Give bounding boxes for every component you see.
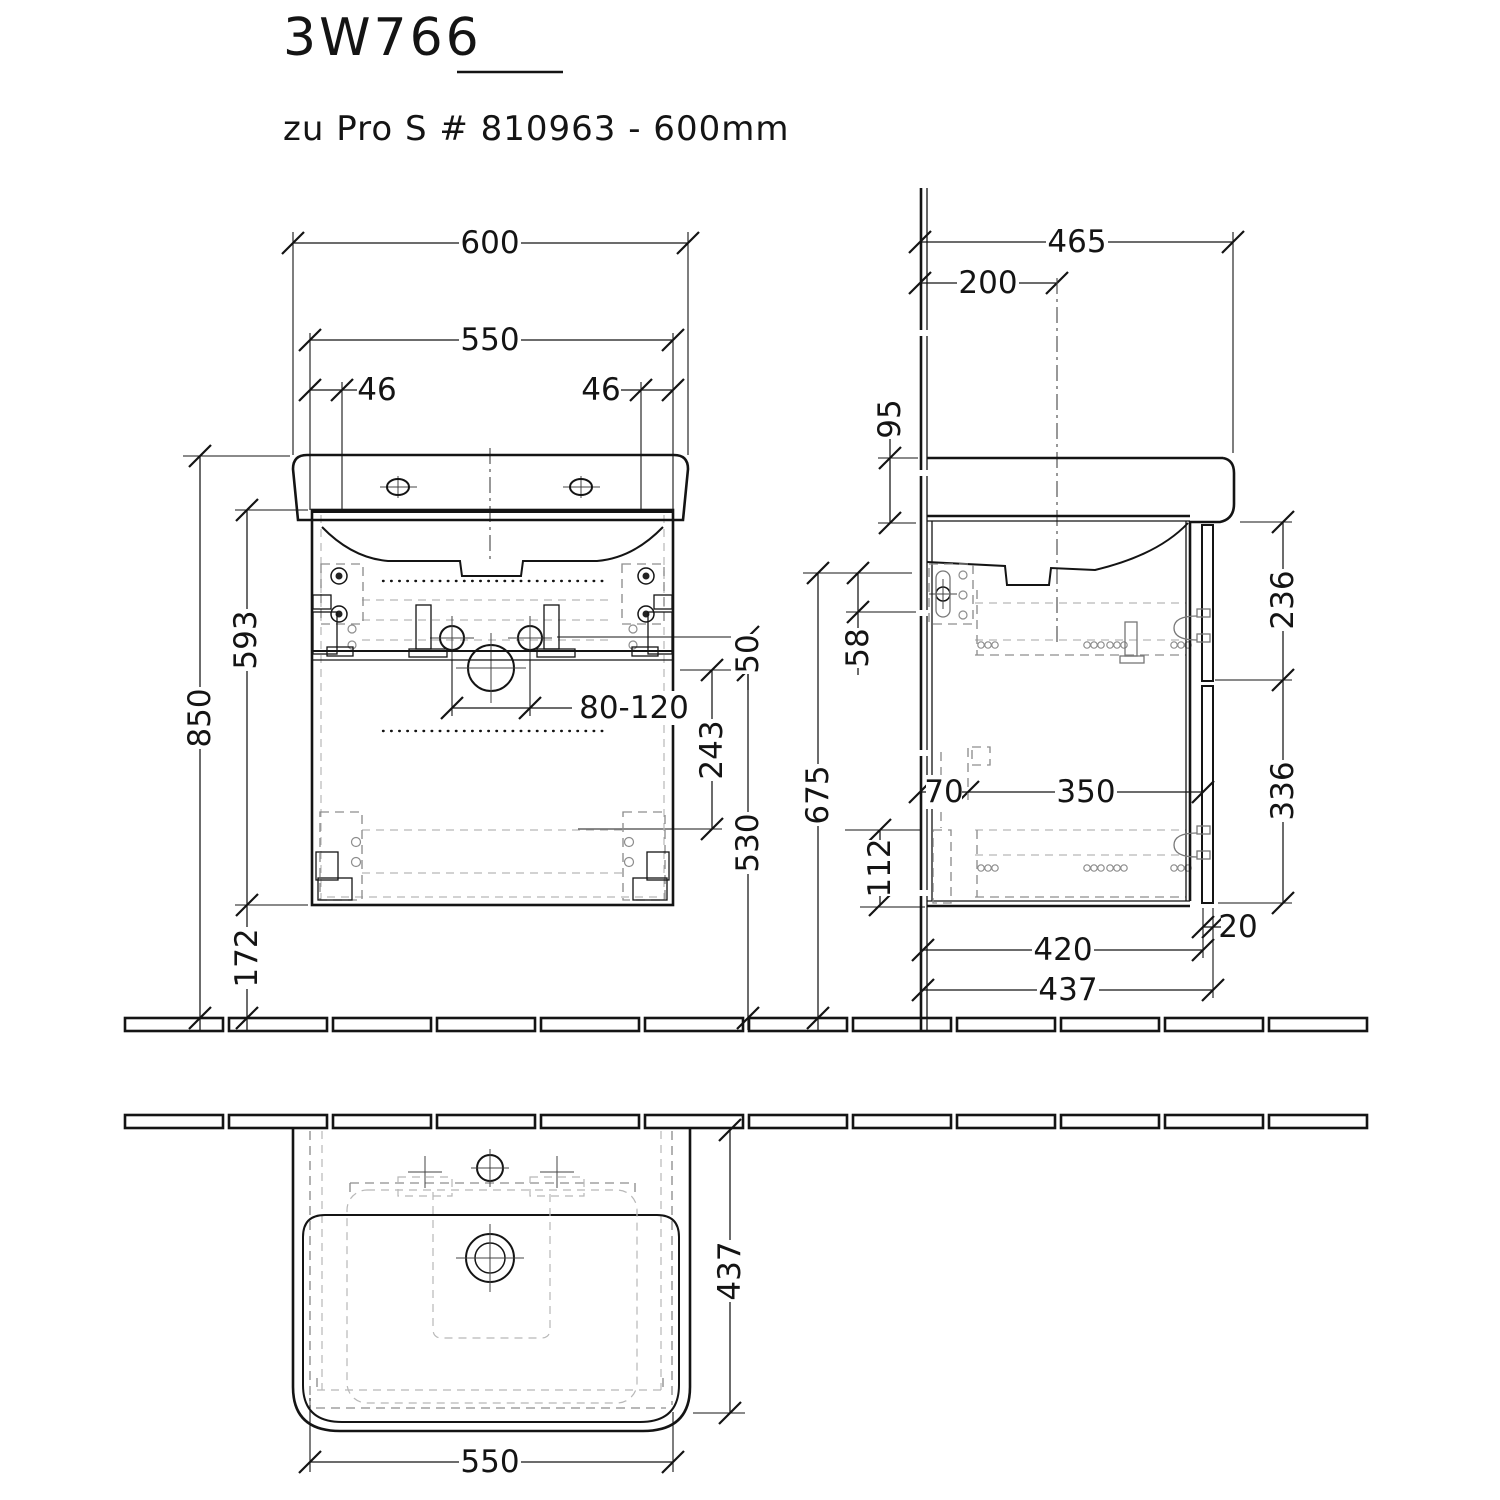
dim-plan-basin-depth (712, 1240, 748, 1302)
hook-clip (1197, 826, 1210, 834)
model-number: 3W766 (283, 8, 482, 68)
hook-clip (1197, 634, 1210, 642)
rail-hole (1121, 642, 1127, 648)
bracket-hole (959, 571, 967, 579)
rail-hole (978, 642, 984, 648)
dim-side-underside-height (800, 764, 836, 826)
dim-side-drawer-depth (1055, 774, 1117, 810)
dim-front-overall-height (182, 687, 218, 749)
svg-text:437: 437 (712, 1241, 748, 1301)
bracket-hole (959, 611, 967, 619)
rail-hole (1091, 865, 1097, 871)
screw-head (336, 573, 343, 580)
svg-text:243: 243 (694, 720, 730, 780)
svg-text:80-120: 80-120 (579, 690, 689, 726)
wall-hatch-segment (1269, 1115, 1367, 1128)
floor-hatch-segment (437, 1018, 535, 1031)
floor-hatch-segment (541, 1018, 639, 1031)
dim-side-bracket-drop (840, 628, 876, 668)
bracket-hole (352, 838, 361, 847)
svg-text:675: 675 (800, 765, 836, 825)
basin-front-nose (1190, 458, 1234, 522)
screw-head (643, 573, 650, 580)
drawer-front-lower (1202, 686, 1213, 903)
svg-text:172: 172 (229, 928, 265, 988)
wall-hatch-segment (1061, 1115, 1159, 1128)
bracket-hole (352, 858, 361, 867)
floor-hatch-segment (333, 1018, 431, 1031)
floor-hatch-segment (1269, 1018, 1367, 1031)
hook-clip (1197, 609, 1210, 617)
rail-hole (985, 865, 991, 871)
rail-post-foot (1120, 656, 1144, 663)
svg-text:58: 58 (840, 628, 876, 668)
slide-bracket-zone-lower-right (623, 812, 665, 900)
rail-hole (1084, 642, 1090, 648)
siphon-clearance (433, 1192, 550, 1338)
rail-hole (992, 642, 998, 648)
rail-hole (1107, 865, 1113, 871)
bracket-part (654, 595, 672, 609)
svg-text:850: 850 (182, 688, 218, 748)
wall-hatch-segment (541, 1115, 639, 1128)
plan-view (293, 1129, 690, 1431)
dim-side-upper-front-height (1265, 569, 1301, 631)
rail-hole (1171, 642, 1177, 648)
wall-hatch-segment (229, 1115, 327, 1128)
dim-front-drain-range (576, 690, 692, 726)
wall-hatch-segment (645, 1115, 743, 1128)
svg-text:95: 95 (872, 399, 908, 439)
bracket-hole (348, 641, 356, 649)
floor-hatch-segment (957, 1018, 1055, 1031)
svg-text:600: 600 (460, 225, 520, 261)
svg-text:437: 437 (1038, 972, 1098, 1008)
svg-text:46: 46 (581, 372, 621, 408)
bracket-hole (629, 641, 637, 649)
dim-plan-basin-width (459, 1444, 521, 1480)
dim-side-rear-gap (924, 774, 963, 810)
dim-side-front-thickness (1218, 909, 1257, 945)
wall-hatch-segment (437, 1115, 535, 1128)
dim-side-drain-from-wall (957, 265, 1019, 301)
dim-side-overall-cabinet-depth (1037, 972, 1099, 1008)
rail-hole (1178, 642, 1184, 648)
svg-text:50: 50 (730, 634, 766, 674)
wall-hatch-segment (1165, 1115, 1263, 1128)
support-post (544, 605, 559, 649)
svg-text:420: 420 (1033, 932, 1093, 968)
dimension-labels (182, 224, 1301, 1480)
dim-front-rim-width (459, 322, 521, 358)
floor-hatch-segment (125, 1018, 223, 1031)
bracket-part (316, 852, 338, 880)
rail-hole (1114, 865, 1120, 871)
bracket-hole (629, 625, 637, 633)
wall-hatch-segment (125, 1115, 223, 1128)
floor-hatch-segment (749, 1018, 847, 1031)
floor-hatch-segment (853, 1018, 951, 1031)
slide-bracket-zone-lower-left (320, 812, 362, 900)
dim-side-basin-height (872, 399, 908, 439)
dim-front-offset-left (357, 372, 397, 408)
svg-text:70: 70 (924, 774, 964, 810)
side-view (927, 458, 1234, 906)
bracket-hole (625, 858, 634, 867)
dim-front-offset-right (581, 372, 621, 408)
floor-hatch-segment (1061, 1018, 1159, 1031)
rail-hole (1091, 642, 1097, 648)
svg-text:112: 112 (862, 838, 898, 898)
bowl-hidden-outline (347, 1190, 637, 1403)
svg-text:465: 465 (1047, 224, 1107, 260)
basin-plan-outline (293, 1129, 690, 1431)
rail-hole (985, 642, 991, 648)
rail-hole (1114, 642, 1120, 648)
dim-front-trap-height (730, 812, 766, 874)
basin-inner-rim (303, 1215, 679, 1422)
svg-text:336: 336 (1265, 761, 1301, 821)
bracket-part (313, 612, 337, 654)
dim-front-lower-rail-offset (694, 719, 730, 781)
rail-hole (1098, 642, 1104, 648)
svg-text:236: 236 (1265, 570, 1301, 630)
rail-post (1125, 622, 1137, 656)
bracket-hole (348, 625, 356, 633)
dim-side-overall-depth (1046, 224, 1108, 260)
svg-text:530: 530 (730, 813, 766, 873)
dim-front-cabinet-height (228, 609, 264, 671)
support-post (416, 605, 431, 649)
rail-hole (992, 865, 998, 871)
wall-hatch-segment (853, 1115, 951, 1128)
rail-hole (978, 865, 984, 871)
svg-text:350: 350 (1056, 774, 1116, 810)
dim-side-bottom-rail-offset (862, 838, 898, 897)
hook-clip (1197, 851, 1210, 859)
rail-clip (972, 747, 990, 765)
bracket-hole (959, 591, 967, 599)
svg-text:593: 593 (228, 610, 264, 670)
rail-hole (1107, 642, 1113, 648)
dim-side-carcass-depth (1032, 932, 1094, 968)
svg-text:46: 46 (357, 372, 397, 408)
svg-text:550: 550 (460, 1444, 520, 1480)
floor-hatch-segment (645, 1018, 743, 1031)
wall-hatch-segment (749, 1115, 847, 1128)
basin-bowl-inner-edge (322, 527, 663, 576)
dim-front-divider-offset (730, 634, 766, 674)
title-block (283, 8, 789, 149)
rail-hole (1178, 865, 1184, 871)
rail-hole (1098, 865, 1104, 871)
bracket-part (647, 852, 669, 880)
bracket-part (313, 595, 331, 609)
dim-side-lower-front-height (1265, 760, 1301, 822)
dim-front-overall-width (459, 225, 521, 261)
subtitle: zu Pro S # 810963 - 600mm (283, 109, 790, 149)
drawer-front-upper (1202, 525, 1213, 681)
rail-hole (1121, 865, 1127, 871)
svg-text:550: 550 (460, 322, 520, 358)
siphon-space (933, 830, 951, 903)
dim-front-bottom-clearance (229, 927, 265, 989)
bracket-hole (625, 838, 634, 847)
bracket-part (648, 612, 672, 654)
svg-text:20: 20 (1218, 909, 1258, 945)
wall-hatch-segment (957, 1115, 1055, 1128)
rail-hole (1171, 865, 1177, 871)
svg-text:200: 200 (958, 265, 1018, 301)
rail-hole (1084, 865, 1090, 871)
floor-hatch-segment (1165, 1018, 1263, 1031)
wall-hatch-segment (333, 1115, 431, 1128)
